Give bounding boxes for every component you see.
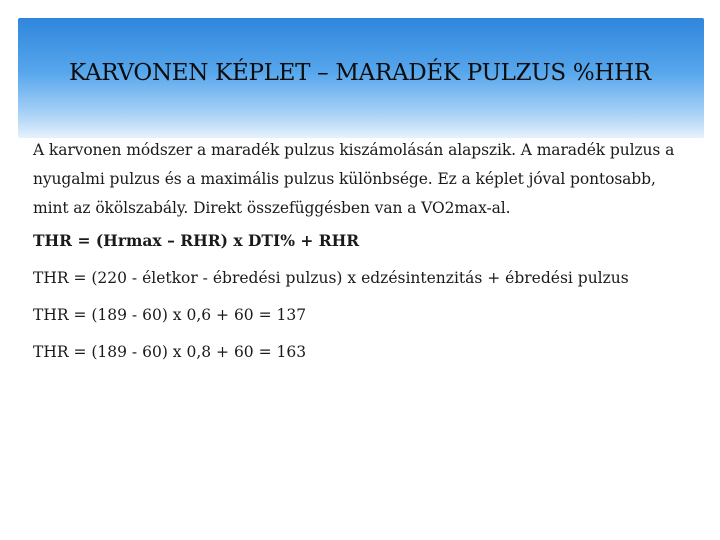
formula-bold: THR = (Hrmax – RHR) x DTI% + RHR	[33, 231, 360, 250]
slide-body	[33, 136, 693, 362]
example-line-2: THR = (189 - 60) x 0,8 + 60 = 163	[33, 343, 307, 361]
intro-paragraph: A karvonen módszer a maradék pulzus kiszámolásán alapszik. A maradék pulzus a nyugalmi pulzus és a maximális pulzus különbsége. Ez a képlet jóval pontosabb, mint az ökölszabály. Direkt összefüggésben van a VO2max-al.	[33, 141, 675, 217]
example-line-1: THR = (189 - 60) x 0,6 + 60 = 137	[33, 306, 307, 324]
formula-words: THR = (220 - életkor - ébredési pulzus) x edzésintenzitás + ébredési pulzus	[33, 269, 629, 287]
slide-title: KARVONEN KÉPLET – MARADÉK PULZUS %HHR	[69, 60, 651, 86]
